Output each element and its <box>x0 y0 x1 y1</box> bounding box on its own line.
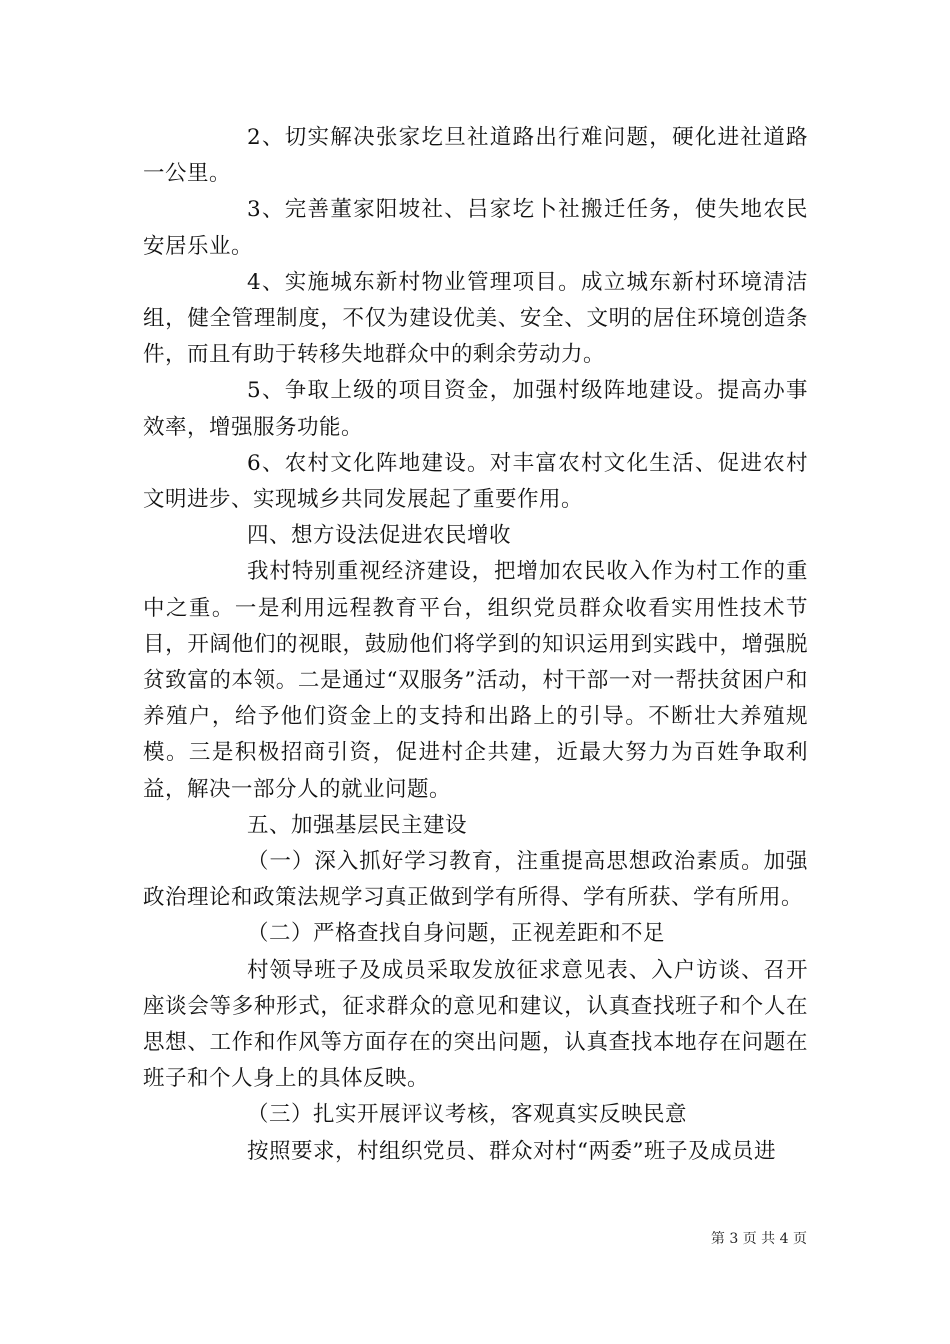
paragraph-evaluation: 按照要求，村组织党员、群众对村“两委”班子及成员进 <box>247 1138 776 1164</box>
paragraph-item-6: 6、农村文化阵地建设。对丰富农村文化生活、促进农村文明进步、实现城乡共同发展起了重要作用。 <box>143 450 808 513</box>
subsection-1: （一）深入抓好学习教育，注重提高思想政治素质。加强政治理论和政策法规学习真正做到学有所得、学有所获、学有所用。 <box>143 849 808 911</box>
paragraph-income: 我村特别重视经济建设，把增加农民收入作为村工作的重中之重。一是利用远程教育平台，组织党员群众收看实用性技术节目，开阔他们的视眼，鼓励他们将学到的知识运用到实践中，增强脱贫致富的本领。二是通过“双服务”活动，村干部一对一帮扶贫困户和养殖户，给予他们资金上的支持和出路上的引导。不断壮大养殖规模。三是积极招商引资，促进村企共建，近最大努力为百姓争取利益，解决一部分人的就业问题。 <box>143 559 808 802</box>
subsection-heading-3: （三）扎实开展评议考核，客观真实反映民意 <box>247 1102 688 1128</box>
paragraph-item-2: 2、切实解决张家圪旦社道路出行难问题，硬化进社道路一公里。 <box>143 125 808 187</box>
section-heading-5: 五、加强基层民主建设 <box>247 812 468 838</box>
page-number-footer: 第 3 页 共 4 页 <box>710 1231 807 1247</box>
paragraph-item-3: 3、完善董家阳坡社、吕家圪卜社搬迁任务，使失地农民安居乐业。 <box>143 197 808 259</box>
section-heading-4: 四、想方设法促进农民增收 <box>247 523 512 549</box>
document-body <box>143 120 808 1170</box>
paragraph-self-check: 村领导班子及成员采取发放征求意见表、入户访谈、召开座谈会等多种形式，征求群众的意见和建议，认真查找班子和个人在思想、工作和作风等方面存在的突出问题，认真查找本地存在问题在班子和个人身上的具体反映。 <box>143 957 808 1092</box>
paragraph-item-4: 4、实施城东新村物业管理项目。成立城东新村环境清洁组，健全管理制度，不仅为建设优美、安全、文明的居住环境创造条件，而且有助于转移失地群众中的剩余劳动力。 <box>143 269 808 368</box>
paragraph-item-5: 5、争取上级的项目资金，加强村级阵地建设。提高办事效率，增强服务功能。 <box>143 378 808 440</box>
subsection-heading-2: （二）严格查找自身问题，正视差距和不足 <box>247 921 666 947</box>
